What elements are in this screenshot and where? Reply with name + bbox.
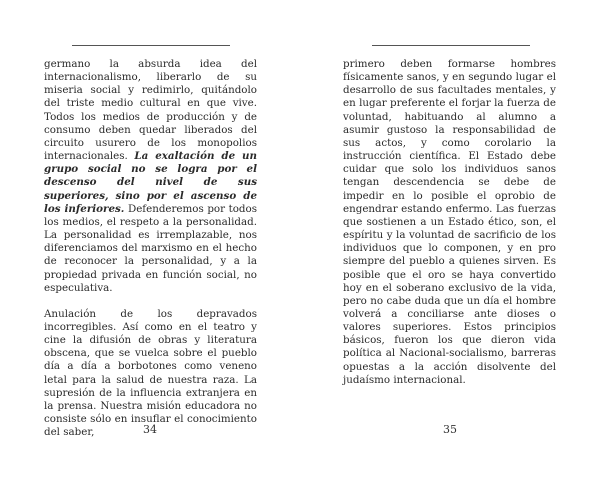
text-column	[44, 58, 257, 439]
text-run: Anulación de los depravados incorregibles. Así como en el teatro y cine la difusión de obras y literatura obscena, que se vuelca sobre el pueblo día a día a borbotones como veneno letal para la salud de nuestra raza. La supresión de la influencia extranjera en la prensa. Nuestra misión educadora no consiste sólo en insuflar el conocimiento del saber,	[44, 307, 257, 439]
paragraph	[343, 58, 556, 387]
text-column	[343, 58, 556, 387]
page-number: 35	[443, 423, 457, 436]
paragraph	[44, 308, 257, 440]
page-number: 34	[143, 423, 157, 436]
text-run: primero deben formarse hombres físicamente sanos, y en segundo lugar el desarrollo de sus facultades mentales, y en lugar preferente el forjar la fuerza de voluntad, habituando al alumno a asumir gustoso la responsabilidad de sus actos, y como corolario la instrucción científica. El Estado debe cuidar que solo los individuos sanos tengan descendencia se debe de impedir en lo posible el oprobio de engendrar estando enfermo. Las fuerzas que sostienen a un Estado ético, son, el espíritu y la voluntad de sacrificio de los individuos que lo componen, y en pro siempre del pueblo a quienes sirven. Es posible que el oro se haya convertido hoy en el soberano exclusivo de la vida, pero no cabe duda que un día el hombre volverá a conciliarse ante dioses o valores superiores. Estos principios básicos, fueron los que dieron vida política al Nacional-socialismo, barreras opuestas a la acción disolvente del judaísmo internacional.	[343, 58, 556, 386]
header-rule	[72, 45, 230, 46]
emphasized-text-run: La exaltación de un grupo social no se logra por el descenso del nivel de sus superiores, sino por el ascenso de los inferiores.	[44, 150, 257, 215]
right-page	[300, 0, 600, 485]
text-run: Defenderemos por todos los medios, el respeto a la personalidad. La personalidad es irremplazable, nos diferenciamos del marxismo en el hecho de reconocer la personalidad, y a la propiedad privada en función social, no especulativa.	[44, 202, 258, 294]
paragraph	[44, 58, 257, 295]
text-run: germano la absurda idea del internacionalismo, liberarlo de su miseria social y redimirlo, quitándolo del triste medio cultural en que vive. Todos los medios de producción y de consumo deben quedar liberados del circuito usurero de los monopolios internacionales.	[44, 58, 257, 163]
header-rule	[372, 45, 530, 46]
